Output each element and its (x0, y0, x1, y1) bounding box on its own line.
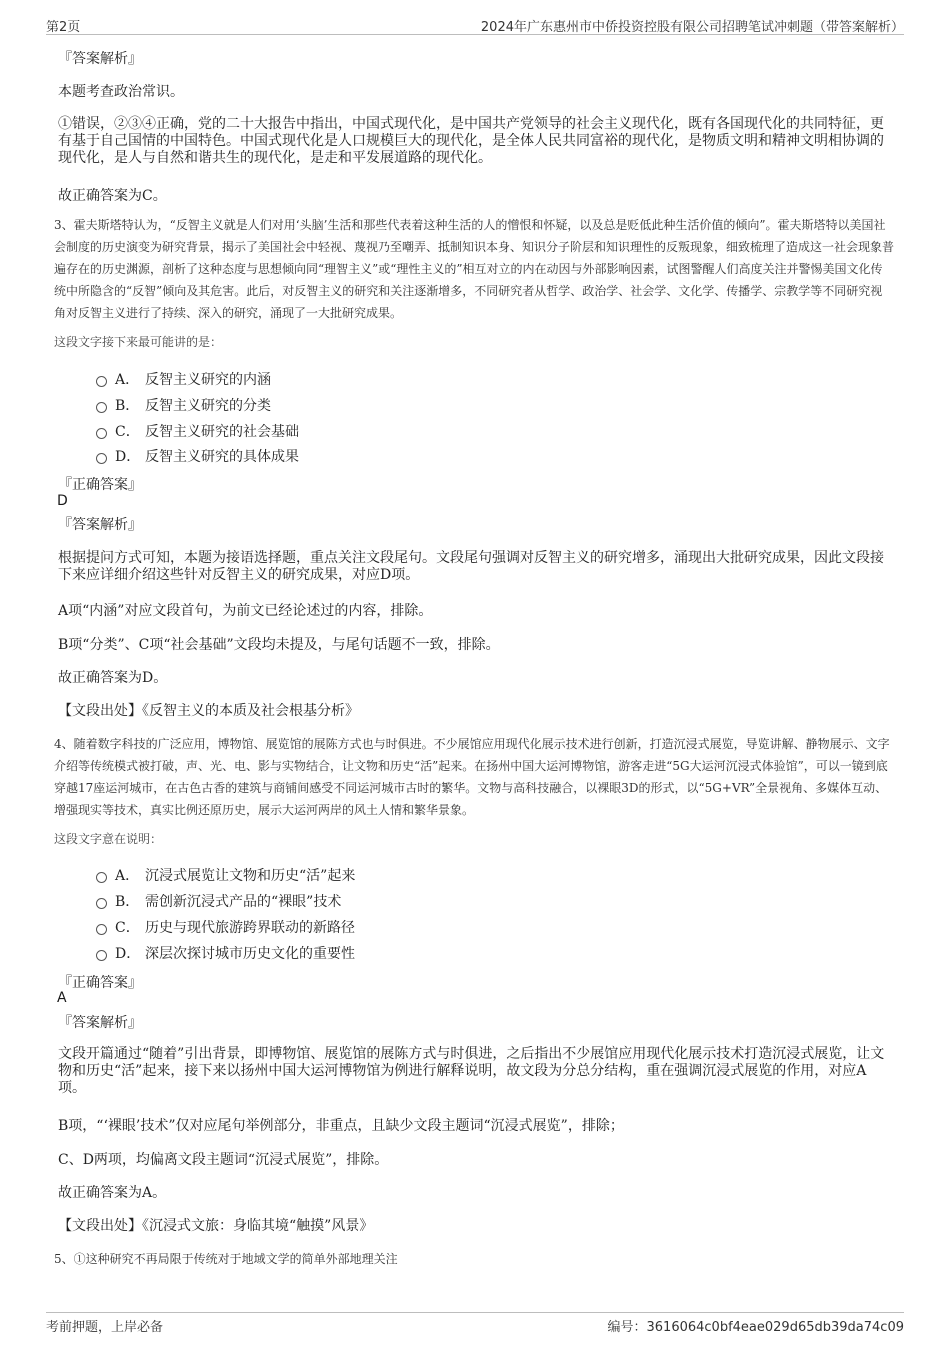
question-3-option-a[interactable] (96, 369, 271, 389)
question-3-option-b[interactable] (96, 395, 271, 415)
question-3-option-d[interactable] (96, 446, 299, 466)
page-number: 第2页 (46, 20, 81, 35)
source-citation: 【文段出处】《沉浸式文旅：身临其境“触摸”风景》 (58, 1218, 374, 1234)
document-code (608, 1316, 905, 1335)
option-text: 反智主义研究的分类 (145, 398, 271, 414)
analysis-conclusion: 故正确答案为A。 (58, 1185, 167, 1201)
correct-answer: D (57, 493, 68, 509)
radio-icon[interactable] (96, 872, 107, 883)
page-header (46, 14, 904, 35)
question-4-option-d[interactable] (96, 943, 355, 963)
option-letter: C． (115, 920, 140, 936)
radio-icon[interactable] (96, 453, 107, 464)
analysis-paragraph: B项，“‘裸眼’技术”仅对应尾句举例部分，非重点，且缺少文段主题词“沉浸式展览”，排除； (58, 1118, 624, 1134)
question-4-prompt: 这段文字意在说明： (54, 832, 163, 846)
analysis-label: 『答案解析』 (58, 1015, 142, 1031)
question-5-text: 5、①这种研究不再局限于传统对于地域文学的简单外部地理关注 (54, 1252, 398, 1266)
radio-icon[interactable] (96, 898, 107, 909)
question-4-option-a[interactable] (96, 865, 355, 885)
analysis-intro: 本题考查政治常识。 (58, 84, 184, 100)
analysis-paragraph: B项“分类”、C项“社会基础”文段均未提及，与尾句话题不一致，排除。 (58, 637, 500, 653)
option-letter: B． (115, 398, 140, 414)
question-4-option-c[interactable] (96, 917, 355, 937)
option-text: 反智主义研究的社会基础 (145, 424, 299, 440)
option-text: 反智主义研究的内涵 (145, 372, 271, 388)
question-3-text: 3、霍夫斯塔特认为，“反智主义就是人们对用‘头脑’生活和那些代表着这种生活的人的憎恨和怀疑，以及总是贬低此种生活价值的倾向”。霍夫斯塔特以美国社会制度的历史演变为研究背景，揭示了美国社会中轻视、蔑视乃至嘲弄、抵制知识本身、知识分子阶层和知识理性的反叛现象，细致梳理了造成这一社会现象普遍存在的历史渊源，剖析了这种态度与思想倾向同“理智主义”或“理性主义的”相互对立的内在动因与外部影响因素，试图警醒人们高度关注并警惕美国文化传统中所隐含的“反智”倾向及其危害。此后，对反智主义的研究和关注逐渐增多，不同研究者从哲学、政治学、社会学、文化学、传播学、宗教学等不同研究视角对反智主义进行了持续、深入的研究，涌现了一大批研究成果。 (54, 218, 895, 320)
analysis-paragraph: 文段开篇通过“随着”引出背景，即博物馆、展览馆的展陈方式与时俱进，之后指出不少展馆应用现代化展示技术打造沉浸式展览，让文物和历史“活”起来，接下来以扬州中国大运河博物馆为例进行解释说明，故文段为分总分结构，重在强调沉浸式展览的作用，对应A项。 (58, 1046, 885, 1096)
option-letter: A． (115, 868, 140, 884)
radio-icon[interactable] (96, 924, 107, 935)
option-letter: D． (115, 946, 141, 962)
radio-icon[interactable] (96, 428, 107, 439)
footer-slogan: 考前押题，上岸必备 (46, 1320, 164, 1335)
analysis-paragraph: A项“内涵”对应文段首句，为前文已经论述过的内容，排除。 (58, 603, 433, 619)
option-letter: A． (115, 372, 140, 388)
correct-answer: A (57, 990, 67, 1006)
source-citation: 【文段出处】《反智主义的本质及社会根基分析》 (58, 703, 359, 719)
code-value: 3616064c0bf4eae029d65db39da74c09 (646, 1320, 904, 1335)
analysis-paragraph: C、D两项，均偏离文段主题词“沉浸式展览”，排除。 (58, 1152, 389, 1168)
question-3-prompt: 这段文字接下来最可能讲的是： (54, 335, 223, 349)
option-letter: C． (115, 424, 140, 440)
option-text: 沉浸式展览让文物和历史“活”起来 (145, 868, 356, 884)
radio-icon[interactable] (96, 376, 107, 387)
question-4-text: 4、随着数字科技的广泛应用，博物馆、展览馆的展陈方式也与时俱进。不少展馆应用现代化展示技术进行创新，打造沉浸式展览，导览讲解、静物展示、文字介绍等传统模式被打破，声、光、电、影与实物结合，让文物和历史“活”起来。在扬州中国大运河博物馆，游客走进“5G大运河沉浸式体验馆”，可以一镜到底穿越17座运河城市，在古色古香的建筑与商铺间感受不同运河城市古时的繁华。文物与高科技融合，以裸眼3D的形式，以“5G+VR”全景视角、多媒体互动、增强现实等技术，真实比例还原历史，展示大运河两岸的风土人情和繁华景象。 (54, 737, 890, 817)
question-3-option-c[interactable] (96, 421, 299, 441)
radio-icon[interactable] (96, 950, 107, 961)
radio-icon[interactable] (96, 402, 107, 413)
analysis-label: 『答案解析』 (58, 517, 142, 533)
document-title: 2024年广东惠州市中侨投资控股有限公司招聘笔试冲刺题（带答案解析） (480, 20, 904, 35)
option-text: 历史与现代旅游跨界联动的新路径 (145, 920, 355, 936)
option-letter: D． (115, 449, 141, 465)
analysis-conclusion: 故正确答案为C。 (58, 188, 167, 204)
page-footer (46, 1312, 904, 1335)
option-text: 需创新沉浸式产品的“裸眼”技术 (145, 894, 342, 910)
analysis-label: 『答案解析』 (58, 51, 142, 67)
option-letter: B． (115, 894, 140, 910)
code-label: 编号： (607, 1320, 647, 1335)
option-text: 反智主义研究的具体成果 (145, 449, 299, 465)
analysis-body: ①错误，②③④正确，党的二十大报告中指出，中国式现代化，是中国共产党领导的社会主义现代化，既有各国现代化的共同特征，更有基于自己国情的中国特色。中国式现代化是人口规模巨大的现代化，是全体人民共同富裕的现代化，是物质文明和精神文明相协调的现代化，是人与自然和谐共生的现代化，是走和平发展道路的现代化。 (58, 116, 884, 166)
analysis-conclusion: 故正确答案为D。 (58, 670, 168, 686)
analysis-paragraph: 根据提问方式可知，本题为接语选择题，重点关注文段尾句。文段尾句强调对反智主义的研究增多，涌现出大批研究成果，因此文段接下来应详细介绍这些针对反智主义的研究成果，对应D项。 (58, 550, 884, 583)
correct-answer-label: 『正确答案』 (58, 975, 142, 991)
correct-answer-label: 『正确答案』 (58, 477, 142, 493)
question-4-option-b[interactable] (96, 891, 341, 911)
option-text: 深层次探讨城市历史文化的重要性 (145, 946, 355, 962)
